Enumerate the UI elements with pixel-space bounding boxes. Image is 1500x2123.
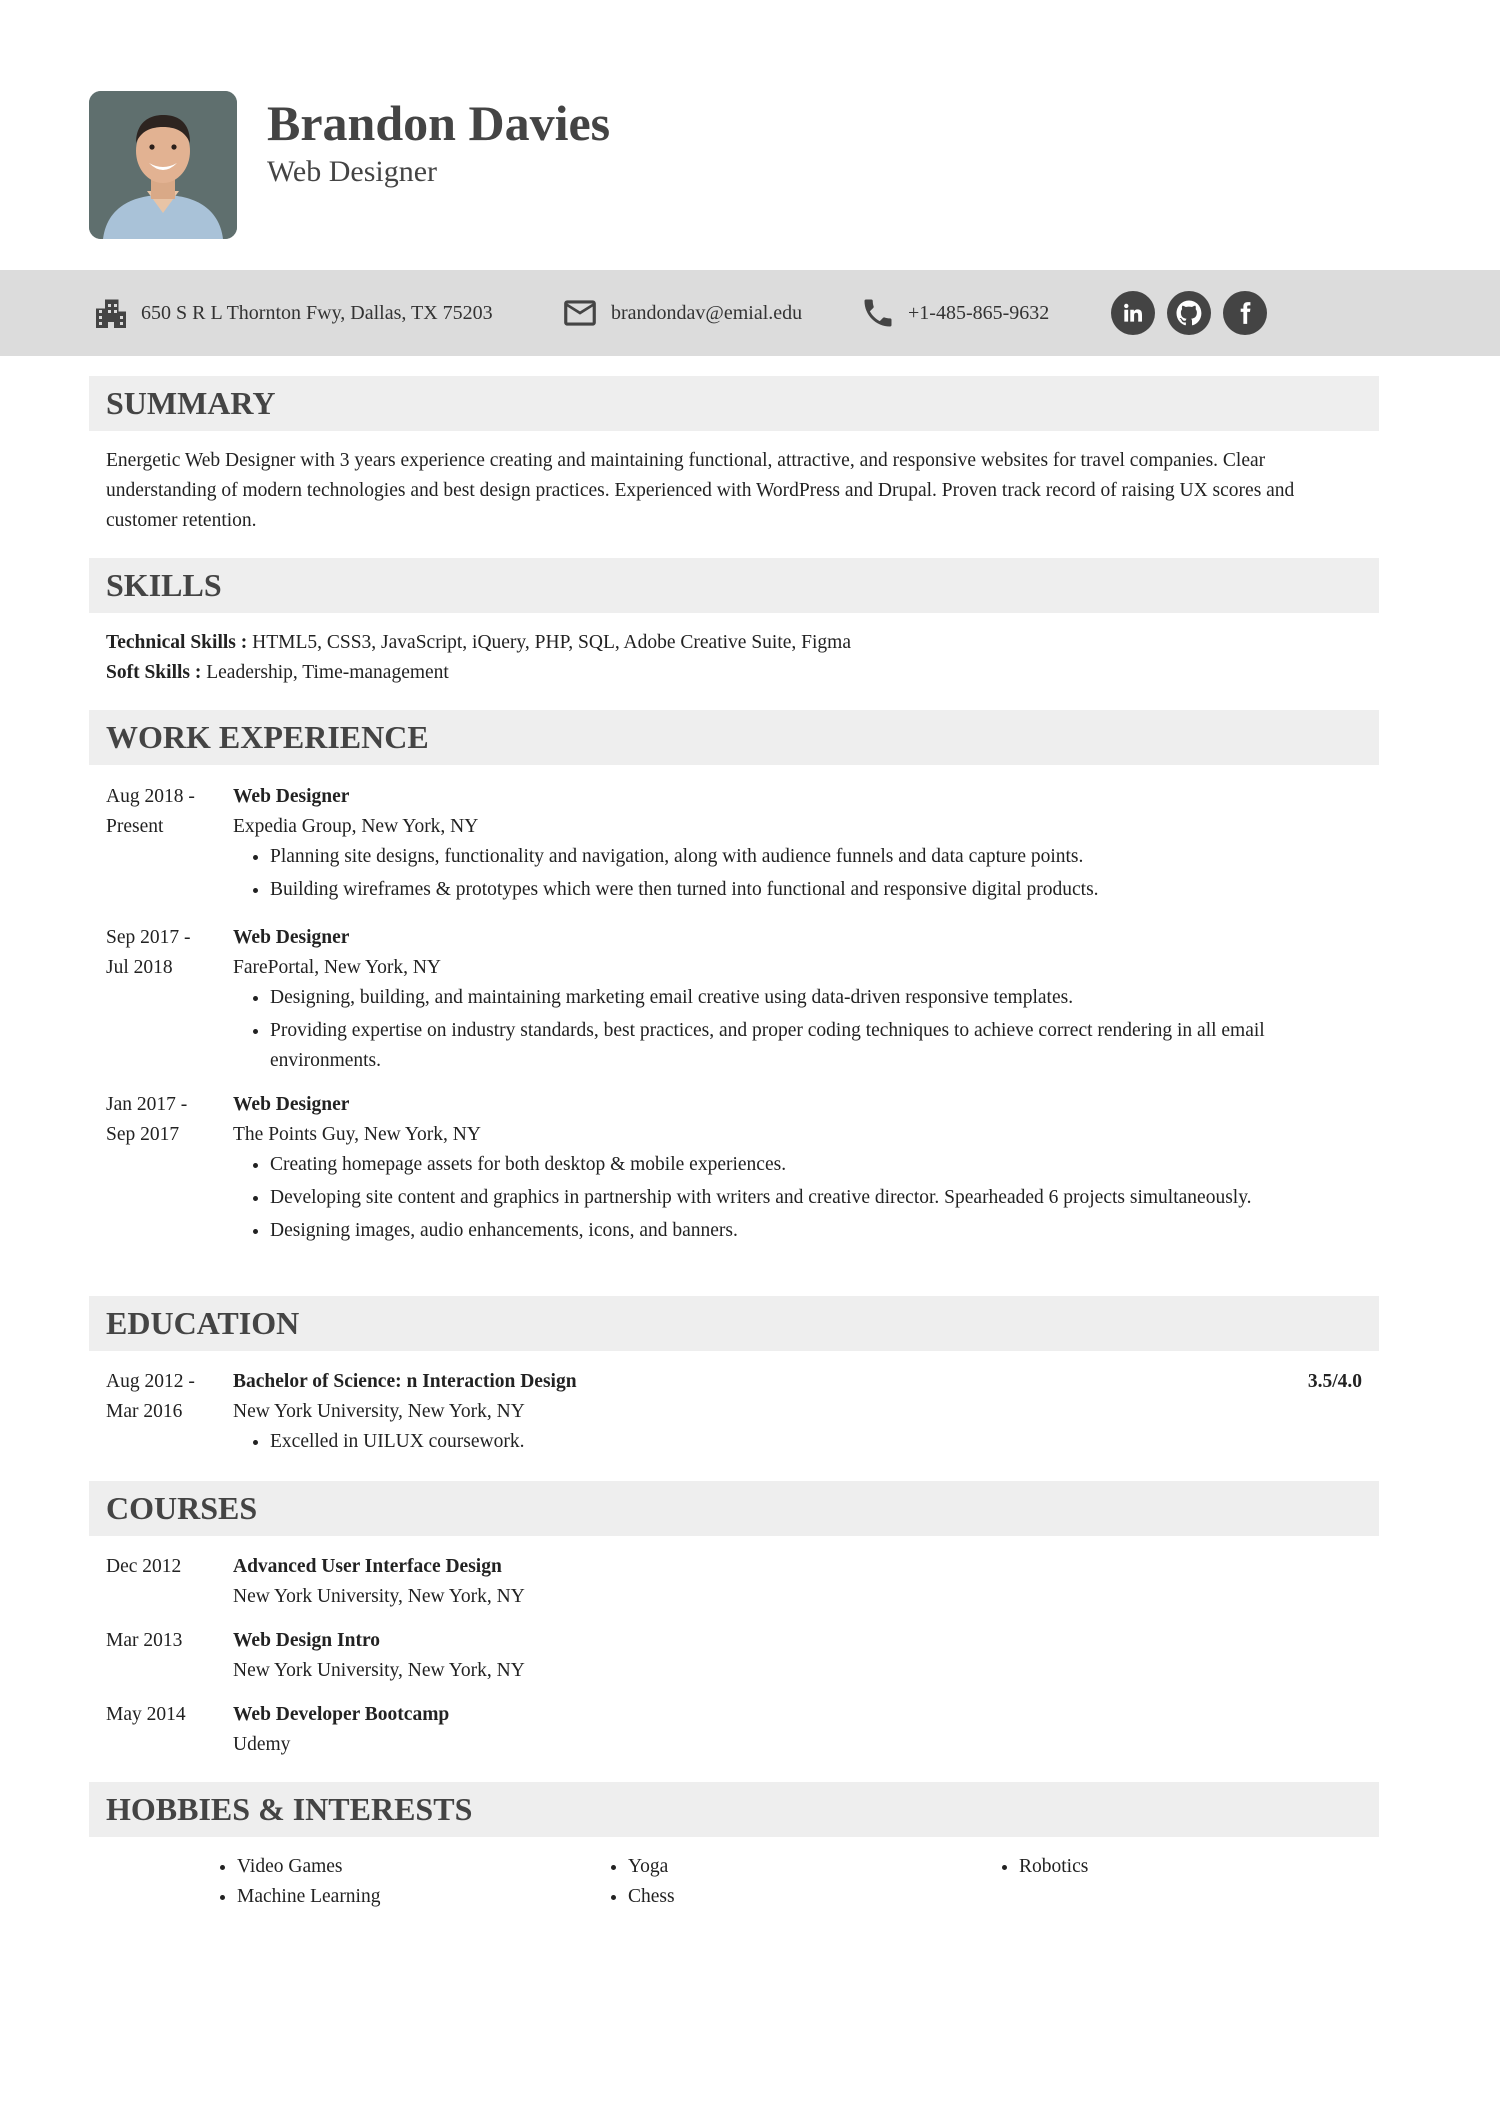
course-date: Dec 2012 bbox=[106, 1556, 182, 1577]
course-name: Web Design Intro bbox=[233, 1630, 380, 1651]
work-company: The Points Guy, New York, NY bbox=[233, 1124, 481, 1145]
work-body bbox=[233, 923, 1353, 1079]
hobbies-column bbox=[209, 1852, 380, 1912]
contact-address bbox=[93, 270, 493, 356]
section-work-heading: WORK EXPERIENCE bbox=[89, 710, 1379, 765]
course-provider: New York University, New York, NY bbox=[233, 1586, 525, 1607]
work-date-end: Present bbox=[106, 816, 164, 837]
education-school: New York University, New York, NY bbox=[233, 1401, 525, 1422]
education-date bbox=[106, 1367, 226, 1427]
course-body bbox=[233, 1700, 1353, 1760]
summary-text: Energetic Web Designer with 3 years experience creating and maintaining functional, attractive, and responsive websites for travel companies. Clear understanding of modern technologies and best design practices. Experienced with WordPress and Drupal. Proven track record of raising UX scores and customer retention. bbox=[106, 450, 1295, 531]
work-bullet: • Planning site designs, functionality and navigation, along with audience funnels and data capture points. bbox=[270, 842, 1353, 872]
skills-block bbox=[106, 628, 1356, 688]
course-date: Mar 2013 bbox=[106, 1630, 183, 1651]
work-bullet: • Designing images, audio enhancements, icons, and banners. bbox=[270, 1216, 1353, 1246]
hobbies-column bbox=[600, 1852, 675, 1912]
facebook-icon[interactable] bbox=[1223, 291, 1267, 335]
work-date bbox=[106, 923, 226, 983]
resume-header bbox=[89, 91, 1409, 239]
work-company: FarePortal, New York, NY bbox=[233, 957, 441, 978]
work-bullets bbox=[233, 983, 1353, 1076]
work-body bbox=[233, 1090, 1353, 1249]
work-date-start: Aug 2018 - bbox=[106, 786, 195, 807]
work-date bbox=[106, 782, 226, 842]
technical-skills-value: HTML5, CSS3, JavaScript, iQuery, PHP, SQL, Adobe Creative Suite, Figma bbox=[252, 632, 851, 653]
building-icon bbox=[93, 295, 129, 331]
education-body bbox=[233, 1367, 1353, 1460]
contact-email[interactable] bbox=[561, 270, 802, 356]
section-hobbies-heading: HOBBIES & INTERESTS bbox=[89, 1782, 1379, 1837]
hobby-item: • Robotics bbox=[1019, 1852, 1088, 1882]
education-date-end: Mar 2016 bbox=[106, 1401, 183, 1422]
work-bullet: • Creating homepage assets for both desktop & mobile experiences. bbox=[270, 1150, 1353, 1180]
education-date-start: Aug 2012 - bbox=[106, 1371, 195, 1392]
social-links bbox=[1111, 291, 1267, 335]
section-summary-heading: SUMMARY bbox=[89, 376, 1379, 431]
candidate-title: Web Designer bbox=[267, 155, 438, 188]
work-company: Expedia Group, New York, NY bbox=[233, 816, 479, 837]
contact-phone[interactable] bbox=[860, 270, 1049, 356]
education-gpa: 3.5/4.0 bbox=[1307, 1371, 1362, 1392]
course-name: Web Developer Bootcamp bbox=[233, 1704, 450, 1725]
hobby-item: • Video Games bbox=[237, 1852, 380, 1882]
education-bullet: • Excelled in UILUX coursework. bbox=[270, 1427, 1353, 1457]
work-bullet: • Developing site content and graphics in partnership with writers and creative director. Spearheaded 6 projects simultaneously. bbox=[270, 1183, 1353, 1213]
hobby-item: • Chess bbox=[628, 1882, 675, 1912]
email-link[interactable]: brandondav@emial.edu bbox=[611, 301, 803, 324]
technical-skills-label: Technical Skills : bbox=[106, 632, 248, 653]
work-role: Web Designer bbox=[233, 927, 350, 948]
mail-icon bbox=[561, 294, 599, 332]
work-bullet: • Designing, building, and maintaining marketing email creative using data-driven responsive templates. bbox=[270, 983, 1353, 1013]
work-date-end: Jul 2018 bbox=[106, 957, 173, 978]
work-role: Web Designer bbox=[233, 786, 350, 807]
education-bullets bbox=[233, 1427, 1353, 1457]
course-provider: Udemy bbox=[233, 1734, 291, 1755]
section-skills-heading: SKILLS bbox=[89, 558, 1379, 613]
course-body bbox=[233, 1626, 1353, 1686]
work-role: Web Designer bbox=[233, 1094, 350, 1115]
soft-skills-value: Leadership, Time-management bbox=[206, 662, 449, 683]
contact-bar bbox=[0, 270, 1500, 356]
phone-icon bbox=[860, 295, 896, 331]
section-education-heading: EDUCATION bbox=[89, 1296, 1379, 1351]
work-body bbox=[233, 782, 1353, 908]
work-bullet: • Building wireframes & prototypes which were then turned into functional and responsive digital products. bbox=[270, 875, 1353, 905]
profile-photo bbox=[89, 91, 237, 239]
work-bullets bbox=[233, 1150, 1353, 1246]
technical-skills bbox=[106, 628, 1356, 658]
github-icon[interactable] bbox=[1167, 291, 1211, 335]
hobby-item: • Yoga bbox=[628, 1852, 675, 1882]
work-bullet: • Providing expertise on industry standards, best practices, and proper coding techniques to achieve correct rendering in all email environments. bbox=[270, 1016, 1353, 1076]
profile-photo-image bbox=[89, 91, 237, 239]
phone-text[interactable]: +1-485-865-9632 bbox=[908, 301, 1050, 324]
hobbies-column bbox=[991, 1852, 1088, 1882]
work-date-start: Sep 2017 - bbox=[106, 927, 191, 948]
work-bullets bbox=[233, 842, 1353, 905]
work-date bbox=[106, 1090, 226, 1150]
course-date: May 2014 bbox=[106, 1704, 186, 1725]
course-name: Advanced User Interface Design bbox=[233, 1556, 502, 1577]
section-courses-heading: COURSES bbox=[89, 1481, 1379, 1536]
soft-skills-label: Soft Skills : bbox=[106, 662, 202, 683]
candidate-name: Brandon Davies bbox=[267, 95, 611, 151]
education-degree: Bachelor of Science: n Interaction Design bbox=[233, 1371, 577, 1392]
course-body bbox=[233, 1552, 1353, 1612]
work-date-start: Jan 2017 - bbox=[106, 1094, 188, 1115]
soft-skills bbox=[106, 658, 1356, 688]
hobby-item: • Machine Learning bbox=[237, 1882, 380, 1912]
work-date-end: Sep 2017 bbox=[106, 1124, 180, 1145]
linkedin-icon[interactable] bbox=[1111, 291, 1155, 335]
course-provider: New York University, New York, NY bbox=[233, 1660, 525, 1681]
hobbies-list bbox=[0, 1852, 1500, 1922]
address-text: 650 S R L Thornton Fwy, Dallas, TX 75203 bbox=[141, 301, 493, 324]
